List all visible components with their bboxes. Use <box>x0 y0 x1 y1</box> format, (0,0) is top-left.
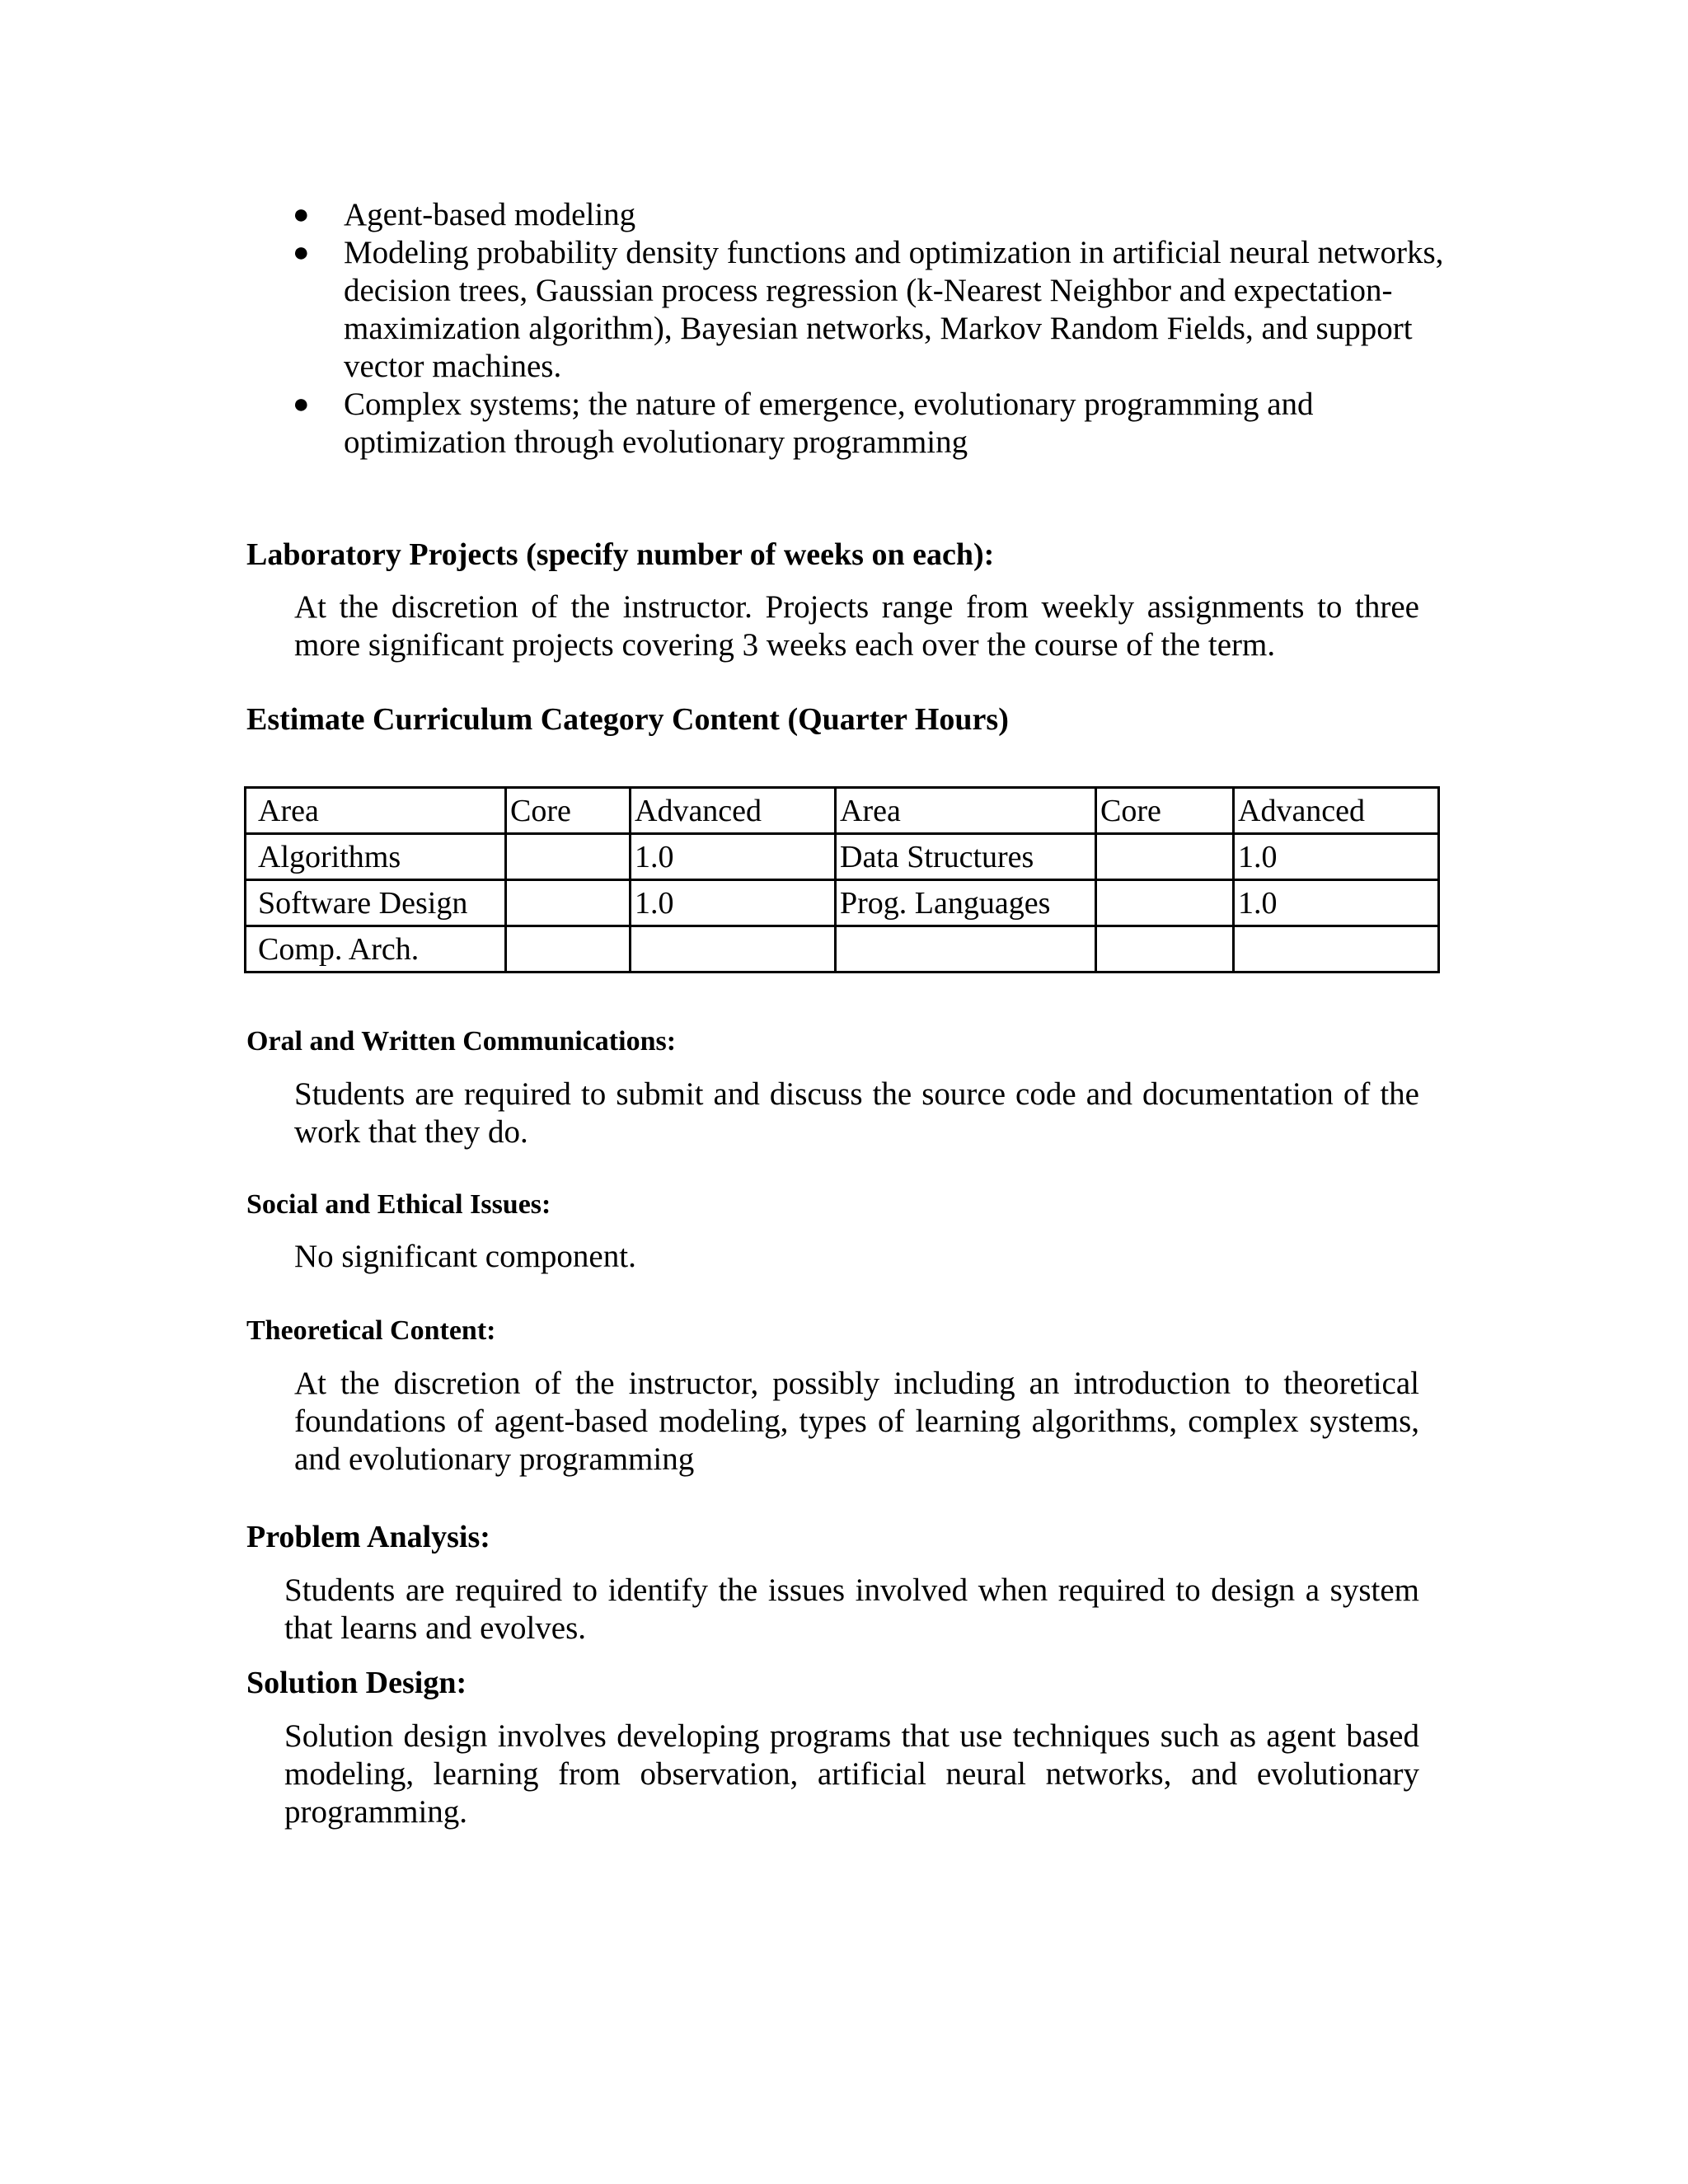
table-cell: 1.0 <box>1234 834 1439 880</box>
header-core: Core <box>506 788 631 834</box>
topic-text: Agent-based modeling <box>344 197 636 232</box>
bullet-icon: ● <box>293 237 310 268</box>
table-cell: Software Design <box>246 880 506 926</box>
header-advanced: Advanced <box>1234 788 1439 834</box>
curriculum-heading: Estimate Curriculum Category Content (Quarter Hours) <box>246 702 1009 737</box>
topic-text: Modeling probability density functions and optimization in artificial neural networks, decision trees, Gaussian process regression (k-Nearest Neighbor and expectation-maximization algorithm), Bayesian networks, Markov Random Fields, and support vector machines. <box>344 235 1444 384</box>
table-cell <box>506 926 631 972</box>
social-heading: Social and Ethical Issues: <box>246 1189 551 1220</box>
solution-text: Solution design involves developing programs that use techniques such as agent based modeling, learning from observation, artificial neural networks, and evolutionary programming. <box>284 1718 1419 1830</box>
bullet-icon: ● <box>293 389 310 419</box>
header-core: Core <box>1096 788 1234 834</box>
table-cell <box>1096 834 1234 880</box>
table-cell: 1.0 <box>1234 880 1439 926</box>
lab-heading: Laboratory Projects (specify number of weeks on each): <box>246 537 995 572</box>
oral-heading: Oral and Written Communications: <box>246 1026 677 1057</box>
curriculum-table <box>244 786 1440 973</box>
table-cell: 1.0 <box>631 834 836 880</box>
header-area: Area <box>836 788 1096 834</box>
problem-text: Students are required to identify the issues involved when required to design a system that learns and evolves. <box>284 1572 1419 1646</box>
table-cell <box>506 880 631 926</box>
table-cell: Comp. Arch. <box>246 926 506 972</box>
table-header-row <box>246 788 1439 834</box>
topic-list <box>293 196 1447 462</box>
oral-text: Students are required to submit and discuss the source code and documentation of the work that they do. <box>294 1076 1419 1150</box>
social-text: No significant component. <box>294 1239 636 1274</box>
problem-heading: Problem Analysis: <box>246 1520 490 1554</box>
table-cell <box>836 926 1096 972</box>
list-item <box>293 196 1447 234</box>
list-item <box>293 234 1447 386</box>
table-row <box>246 880 1439 926</box>
topic-text: Complex systems; the nature of emergence, evolutionary programming and optimization through evolutionary programming <box>344 387 1314 460</box>
lab-text: At the discretion of the instructor. Projects range from weekly assignments to three more significant projects covering 3 weeks each over the course of the term. <box>294 589 1419 663</box>
table-cell <box>506 834 631 880</box>
table-cell: Prog. Languages <box>836 880 1096 926</box>
list-item <box>293 386 1447 462</box>
theory-heading: Theoretical Content: <box>246 1315 496 1346</box>
table-cell <box>631 926 836 972</box>
table-cell <box>1096 926 1234 972</box>
table-row <box>246 926 1439 972</box>
header-area: Area <box>246 788 506 834</box>
table-cell <box>1234 926 1439 972</box>
table-cell <box>1096 880 1234 926</box>
bullet-icon: ● <box>293 199 310 230</box>
table-cell: Algorithms <box>246 834 506 880</box>
table-row <box>246 834 1439 880</box>
table-cell: 1.0 <box>631 880 836 926</box>
table-cell: Data Structures <box>836 834 1096 880</box>
solution-heading: Solution Design: <box>246 1666 467 1700</box>
theory-text: At the discretion of the instructor, possibly including an introduction to theoretical foundations of agent-based modeling, types of learning algorithms, complex systems, and evolutionary programming <box>294 1366 1419 1477</box>
header-advanced: Advanced <box>631 788 836 834</box>
